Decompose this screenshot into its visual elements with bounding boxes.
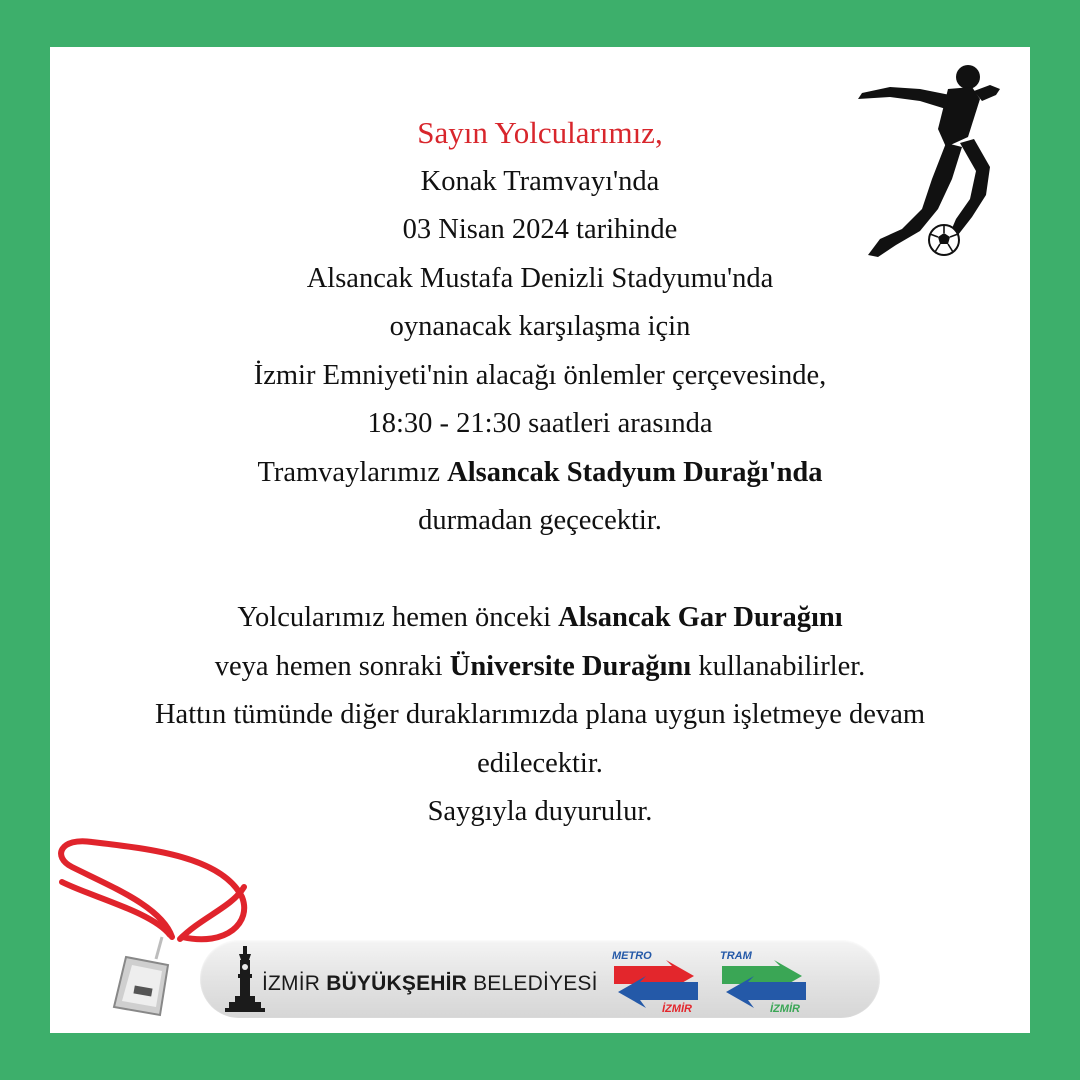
ibb-prefix: İZMİR xyxy=(262,972,327,995)
announcement-line: Hattın tümünde diğer duraklarımızda plana uygun işletmeye devam xyxy=(154,699,926,730)
announcement-line: edilecektir. xyxy=(477,747,603,779)
closing-line: Saygıyla duyurulur. xyxy=(427,796,653,827)
stop-name-highlight: Üniversite Durağını xyxy=(449,650,692,682)
announcement-line: Konak Tramvayı'nda xyxy=(420,165,660,197)
metro-label: METRO xyxy=(612,950,652,962)
announcement-line: durmadan geçecektir. xyxy=(418,505,662,536)
announcement-line xyxy=(50,594,1030,643)
metro-city: İZMİR xyxy=(662,1003,692,1014)
announcement-text xyxy=(50,109,1030,837)
announcement-line: İzmir Emniyeti'nin alacağı önlemler çerçevesinde, xyxy=(253,359,827,391)
announcement-line: oynanacak karşılaşma için xyxy=(389,311,691,342)
ibb-bold: BÜYÜKŞEHİR xyxy=(326,972,468,995)
tram-izmir-logo xyxy=(718,944,810,1014)
tram-city: İZMİR xyxy=(770,1003,800,1014)
line-text: veya hemen sonraki xyxy=(214,650,450,682)
announcement-line: 18:30 - 21:30 saatleri arasında xyxy=(367,408,713,439)
blank-line xyxy=(50,546,1030,595)
greeting: Sayın Yolcularımız, xyxy=(417,115,663,150)
announcement-card xyxy=(50,47,1030,1033)
line-text: kullanabilirler. xyxy=(691,650,866,682)
ibb-wordmark xyxy=(262,972,598,996)
clock-tower-icon xyxy=(225,946,265,1012)
stop-name-highlight: Alsancak Gar Durağını xyxy=(558,602,843,633)
announcement-line: Alsancak Mustafa Denizli Stadyumu'nda xyxy=(306,262,774,294)
tram-label: TRAM xyxy=(720,950,752,962)
ibb-suffix: BELEDİYESİ xyxy=(467,972,598,995)
footer-logo-bar xyxy=(200,940,880,1018)
announcement-line xyxy=(50,449,1030,498)
stop-name-highlight: Alsancak Stadyum Durağı'nda xyxy=(447,456,823,488)
announcement-line: 03 Nisan 2024 tarihinde xyxy=(402,214,678,245)
metro-izmir-logo xyxy=(610,944,702,1014)
line-text: Yolcularımız hemen önceki xyxy=(237,602,559,633)
announcement-line xyxy=(50,643,1030,692)
line-text: Tramvaylarımız xyxy=(257,456,448,488)
